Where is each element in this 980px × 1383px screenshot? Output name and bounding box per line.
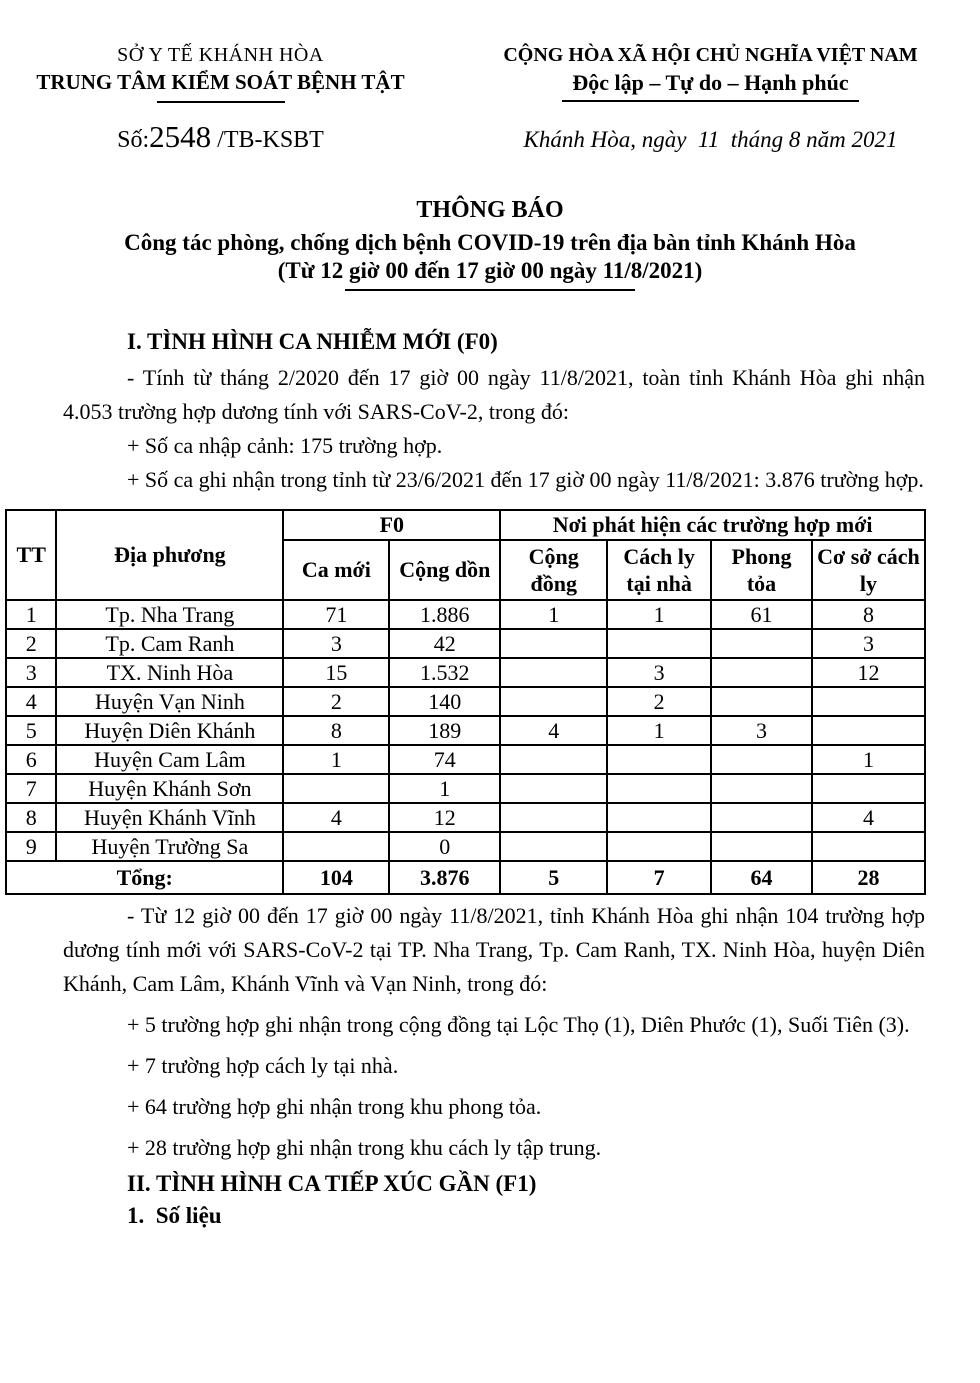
cell-index: 8	[6, 803, 56, 832]
cell-value	[500, 774, 607, 803]
total-label: Tổng:	[6, 861, 283, 894]
paragraph: + 5 trường hợp ghi nhận trong cộng đồng tại Lộc Thọ (1), Diên Phước (1), Suối Tiên (3).	[127, 1012, 910, 1037]
table-header-row1	[6, 510, 925, 540]
col-header-tt: TT	[6, 510, 56, 600]
cell-locality: Huyện Vạn Ninh	[56, 687, 283, 716]
cell-value: 1	[389, 774, 500, 803]
cell-value	[711, 774, 812, 803]
doc-date-line: Khánh Hòa, ngày 11 tháng 8 năm 2021	[523, 127, 898, 152]
national-motto-line2: Độc lập – Tự do – Hạnh phúc	[562, 70, 858, 102]
cell-value	[711, 745, 812, 774]
paragraph: + 7 trường hợp cách ly tại nhà.	[127, 1053, 399, 1078]
paragraph: + Số ca ghi nhận trong tỉnh từ 23/6/2021 đến 17 giờ 00 ngày 11/8/2021: 3.876 trường hợp.	[127, 467, 924, 492]
paragraph: + Số ca nhập cảnh: 175 trường hợp.	[127, 433, 443, 458]
cell-locality: TX. Ninh Hòa	[56, 658, 283, 687]
cell-value: 1	[812, 745, 925, 774]
cell-value: 61	[711, 600, 812, 629]
doc-number-prefix: Số:	[117, 127, 150, 153]
title-underline	[345, 289, 635, 291]
cell-value: 3	[607, 658, 711, 687]
paragraph: + 28 trường hợp ghi nhận trong khu cách ly tập trung.	[127, 1135, 602, 1160]
letterhead-national	[441, 44, 980, 103]
section2-heading: II. TÌNH HÌNH CA TIẾP XÚC GẦN (F1)	[127, 1171, 537, 1196]
table-row	[6, 716, 925, 745]
cell-index: 5	[6, 716, 56, 745]
cell-locality: Tp. Cam Ranh	[56, 629, 283, 658]
table-row	[6, 803, 925, 832]
cell-locality: Huyện Diên Khánh	[56, 716, 283, 745]
table-row	[6, 600, 925, 629]
total-new-cases: 104	[283, 861, 389, 894]
doc-title-block	[0, 197, 980, 291]
doc-subtitle: Công tác phòng, chống dịch bệnh COVID-19 trên địa bàn tỉnh Khánh Hòa	[124, 230, 856, 255]
cell-value: 3	[283, 629, 389, 658]
cell-value: 189	[389, 716, 500, 745]
cell-value	[711, 687, 812, 716]
cell-value	[812, 832, 925, 861]
letterhead-org	[0, 44, 441, 103]
cell-value	[607, 803, 711, 832]
cell-value	[812, 716, 925, 745]
cell-index: 9	[6, 832, 56, 861]
doc-number: 2548	[149, 119, 212, 154]
cell-value: 1	[500, 600, 607, 629]
paragraph: + 64 trường hợp ghi nhận trong khu phong tỏa.	[127, 1094, 542, 1119]
doc-number-suffix: /TB-KSBT	[217, 127, 324, 153]
table-row	[6, 629, 925, 658]
cell-value: 1	[283, 745, 389, 774]
cell-value: 4	[812, 803, 925, 832]
cell-index: 4	[6, 687, 56, 716]
table-row	[6, 687, 925, 716]
cell-locality: Huyện Trường Sa	[56, 832, 283, 861]
cell-value	[500, 658, 607, 687]
total-cumulative: 3.876	[389, 861, 500, 894]
cell-value: 4	[283, 803, 389, 832]
national-motto-line1: CỘNG HÒA XÃ HỘI CHỦ NGHĨA VIỆT NAM	[503, 44, 918, 66]
cell-value: 140	[389, 687, 500, 716]
cell-value: 2	[283, 687, 389, 716]
cell-locality: Huyện Cam Lâm	[56, 745, 283, 774]
cell-value	[607, 774, 711, 803]
cell-value	[283, 832, 389, 861]
org-unit: TRUNG TÂM KIỂM SOÁT BỆNH TẬT	[36, 70, 405, 94]
doc-meta-row	[0, 119, 980, 155]
col-group-f0: F0	[283, 510, 500, 540]
cell-locality: Huyện Khánh Vĩnh	[56, 803, 283, 832]
col-header-cumulative: Cộng dồn	[389, 540, 500, 600]
table-row	[6, 658, 925, 687]
cell-value	[607, 832, 711, 861]
total-community: 5	[500, 861, 607, 894]
national-motto-line2-wrap	[441, 70, 980, 102]
col-header-quarantine-facility: Cơ sở cách ly	[812, 540, 925, 600]
cell-value: 8	[283, 716, 389, 745]
cell-value	[607, 745, 711, 774]
doc-time-range: (Từ 12 giờ 00 đến 17 giờ 00 ngày 11/8/2021)	[277, 258, 703, 283]
cell-value	[500, 745, 607, 774]
cell-index: 6	[6, 745, 56, 774]
cell-value: 3	[812, 629, 925, 658]
cell-value: 42	[389, 629, 500, 658]
cell-locality: Huyện Khánh Sơn	[56, 774, 283, 803]
col-header-new-cases: Ca mới	[283, 540, 389, 600]
cell-value	[283, 774, 389, 803]
cell-value	[500, 832, 607, 861]
section2-sub-heading: 1. Số liệu	[127, 1203, 222, 1228]
doc-number-line	[0, 119, 441, 155]
col-header-lockdown: Phong tỏa	[711, 540, 812, 600]
total-quarantine-facility: 28	[812, 861, 925, 894]
total-lockdown: 64	[711, 861, 812, 894]
doc-title: THÔNG BÁO	[416, 197, 564, 223]
cell-value: 1	[607, 600, 711, 629]
total-home-quarantine: 7	[607, 861, 711, 894]
org-name: SỞ Y TẾ KHÁNH HÒA	[117, 44, 324, 66]
cell-value	[607, 629, 711, 658]
cell-index: 2	[6, 629, 56, 658]
cell-value	[500, 803, 607, 832]
cell-value: 74	[389, 745, 500, 774]
cell-value: 15	[283, 658, 389, 687]
org-underline	[157, 101, 285, 103]
cell-value: 8	[812, 600, 925, 629]
cell-value	[812, 774, 925, 803]
cell-value	[711, 832, 812, 861]
col-group-detection-place: Nơi phát hiện các trường hợp mới	[500, 510, 925, 540]
cell-value	[711, 803, 812, 832]
cell-value: 1.532	[389, 658, 500, 687]
cell-value: 71	[283, 600, 389, 629]
cell-value: 2	[607, 687, 711, 716]
f0-statistics-table	[5, 509, 926, 895]
cell-index: 3	[6, 658, 56, 687]
cell-value	[711, 629, 812, 658]
letterhead	[0, 0, 980, 103]
table-row	[6, 745, 925, 774]
cell-value	[812, 687, 925, 716]
table-total-row	[6, 861, 925, 894]
col-header-locality: Địa phương	[56, 510, 283, 600]
cell-value	[500, 629, 607, 658]
section1-heading: I. TÌNH HÌNH CA NHIỄM MỚI (F0)	[127, 329, 498, 354]
cell-value: 12	[389, 803, 500, 832]
paragraph: - Tính từ tháng 2/2020 đến 17 giờ 00 ngày 11/8/2021, toàn tỉnh Khánh Hòa ghi nhận 4.053 trường hợp dương tính với SARS-CoV-2, trong đó:	[63, 365, 925, 424]
cell-index: 1	[6, 600, 56, 629]
cell-locality: Tp. Nha Trang	[56, 600, 283, 629]
table-row	[6, 832, 925, 861]
cell-value: 1.886	[389, 600, 500, 629]
cell-value	[711, 658, 812, 687]
cell-index: 7	[6, 774, 56, 803]
cell-value: 0	[389, 832, 500, 861]
col-header-home-quarantine: Cách ly tại nhà	[607, 540, 711, 600]
table-body	[6, 600, 925, 861]
cell-value	[500, 687, 607, 716]
cell-value: 3	[711, 716, 812, 745]
cell-value: 12	[812, 658, 925, 687]
col-header-community: Cộng đồng	[500, 540, 607, 600]
cell-value: 4	[500, 716, 607, 745]
paragraph: - Từ 12 giờ 00 đến 17 giờ 00 ngày 11/8/2021, tỉnh Khánh Hòa ghi nhận 104 trường hợp dương tính mới với SARS-CoV-2 tại TP. Nha Trang, Tp. Cam Ranh, TX. Ninh Hòa, huyện Diên Khánh, Cam Lâm, Khánh Vĩnh và Vạn Ninh, trong đó:	[63, 903, 925, 996]
table-row	[6, 774, 925, 803]
cell-value: 1	[607, 716, 711, 745]
